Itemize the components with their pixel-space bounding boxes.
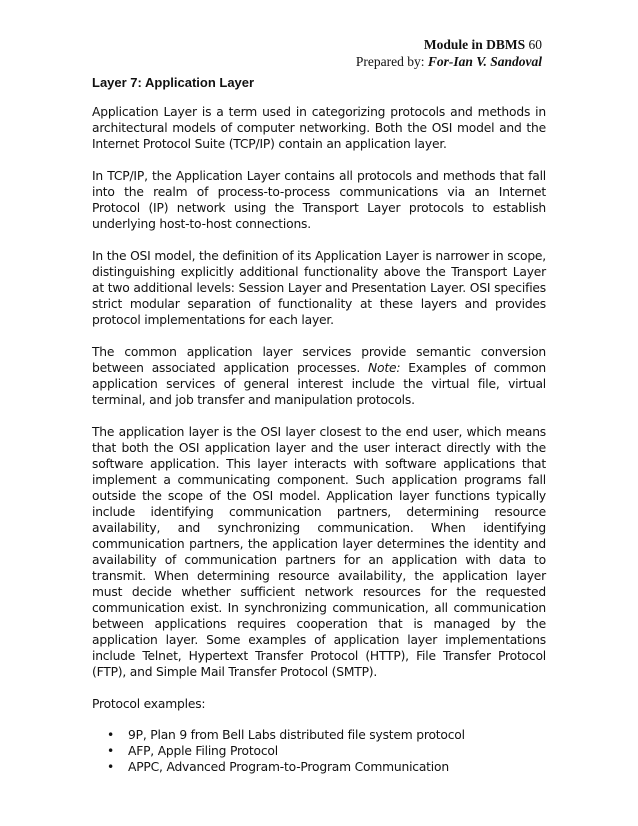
protocol-examples-label: Protocol examples: bbox=[92, 697, 206, 711]
page-header bbox=[356, 36, 542, 70]
prepared-by-line bbox=[356, 53, 542, 70]
paragraph-3: In the OSI model, the definition of its Application Layer is narrower in scope, distinguishing explicitly additional functionality above the Transport Layer at two additional levels: Session Layer and Presentation Layer. OSI specifies strict modular separation of functionality at these layers and provides protocol implementations for each layer. bbox=[92, 249, 546, 327]
list-item: • 9P, Plan 9 from Bell Labs distributed file system protocol bbox=[128, 727, 546, 743]
module-label: Module in DBMS bbox=[423, 37, 526, 52]
paragraph-4 bbox=[92, 344, 546, 408]
paragraph-1: Application Layer is a term used in categorizing protocols and methods in architectural models of computer networking. Both the OSI model and the Internet Protocol Suite (TCP/IP) contain an application layer. bbox=[92, 105, 546, 151]
list-item: • AFP, Apple Filing Protocol bbox=[128, 743, 546, 759]
paragraph-2: In TCP/IP, the Application Layer contains all protocols and methods that fall into the realm of process-to-process communications via an Internet Protocol (IP) network using the Transport Layer protocols to establish underlying host-to-host connections. bbox=[92, 169, 546, 231]
page-number: 60 bbox=[528, 37, 542, 52]
list-item: • APPC, Advanced Program-to-Program Communication bbox=[128, 759, 546, 775]
protocol-list bbox=[92, 727, 546, 775]
author-name: For-Ian V. Sandoval bbox=[427, 54, 542, 69]
prepared-by-label: Prepared by: bbox=[355, 54, 425, 69]
document-body bbox=[92, 75, 546, 775]
paragraph-5: The application layer is the OSI layer closest to the end user, which means that both the OSI application layer and the user interact directly with the software application. This layer interacts with software applications that implement a communicating component. Such application programs fall outside the scope of the OSI model. Application layer functions typically include identifying communication partners, determining resource availability, and synchronizing communication. When identifying communication partners, the application layer determines the identity and availability of communication partners for an application with data to transmit. When determining resource availability, the application layer must decide whether sufficient network resources for the requested communication exist. In synchronizing communication, all communication between applications requires cooperation that is managed by the application layer. Some examples of application layer implementations include Telnet, Hypertext Transfer Protocol (HTTP), File Transfer Protocol (FTP), and Simple Mail Transfer Protocol (SMTP). bbox=[92, 425, 546, 679]
paragraph-4-after: Examples of common application services of general interest include the virtual file, virtual terminal, and job transfer and manipulation protocols. bbox=[92, 361, 547, 407]
paragraph-4-before: The common application layer services provide semantic conversion between associated application processes. bbox=[92, 345, 546, 375]
module-line bbox=[356, 36, 542, 53]
note-label: Note: bbox=[368, 361, 401, 375]
section-title: Layer 7: Application Layer bbox=[92, 75, 255, 90]
